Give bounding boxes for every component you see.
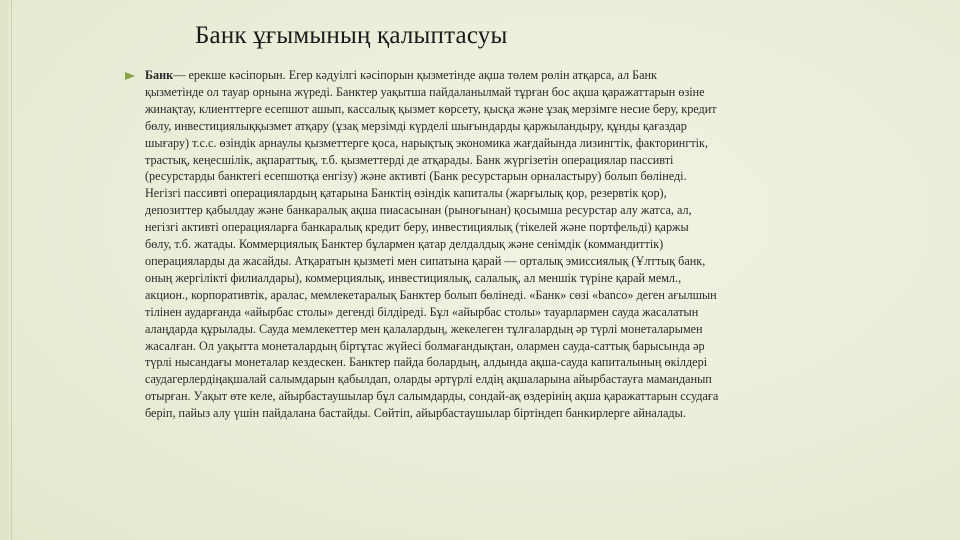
body-line: бөлу, инвестициялыққызмет атқару (ұзақ мерзімді күрделі шығындарды қаржыландыру, құнды қағаздар [145, 118, 687, 133]
left-accent-bar [0, 0, 8, 540]
body-line: депозиттер қабылдау және банкаралық ақша пиасасынан (рыноғынан) қосымша ресурстар алу жатса, ал, [145, 203, 692, 218]
body-line: тілінен аударғанда «айырбас столы» дегенді білдіреді. Бұл «айырбас столы» тауарлармен сауда жасалатын [145, 304, 699, 319]
body-line: алаңдарда құрылады. Сауда мемлекеттер мен қалалардың, жекелеген тұлғалардың әр түрлі монеталарымен [145, 321, 703, 336]
body-line: акцион., корпоративтік, аралас, мемлекетаралық Банктер болып бөлінеді. «Банк» сөзі «banco» деген ағылшын [145, 287, 717, 302]
body-line: түрлі нысандағы монеталар кездескен. Банктер пайда болардың, алдында ақша-сауда капиталының өкілдері [145, 355, 708, 370]
body-line: Негізгі пассивті операциялардың қатарына Банктің өзіндік капиталы (жарғылық қор, резервтік қор), [145, 186, 667, 201]
body-line: бөлу, т.б. жатады. Коммерциялық Банктер бұлармен қатар делдалдық және сенімдік (коммандиттік) [145, 237, 664, 252]
body-line: жасалған. Ол уақытта монеталардың біртұтас жүйесі болмағандықтан, олармен сауда-саттық барысында әр [145, 338, 705, 353]
body-line: (ресурстарды банктегі есепшотқа енгізу) және активті (Банк ресурстарын орналастыру) болып бөлінеді. [145, 169, 687, 184]
lead-term: Банк [145, 68, 174, 82]
body-line: отырған. Уақыт өте келе, айырбастаушылар бұл салымдарды, сондай-ақ өздерінің ақша қаражаттарын ссудаға [145, 389, 719, 404]
body-line: негізгі активті операцияларға банкаралық кредит беру, инвестициялық (тікелей және портфельді) қаржы [145, 220, 689, 235]
left-accent-line [11, 0, 12, 540]
body-line: операцияларды да жасайды. Атқаратын қызметі мен сипатына қарай — орталық эмиссиялық (Ұлттық банк, [145, 253, 706, 268]
body-line: жинақтау, клиенттерге есепшот ашып, кассалық қызмет көрсету, қысқа және ұзақ мерзімге несие беру, кредит [145, 101, 717, 116]
bullet-arrow-icon [125, 72, 135, 80]
body-line: оның жергілікті филиалдары), коммерциялық, инвестициялық, салалық, ал меншік түріне қарай мемл., [145, 270, 682, 285]
body-line: қызметінде ол тауар орнына жүреді. Банктер уақытша пайдаланылмай тұрған бос ақша қаражаттарын өзіне [145, 84, 705, 99]
slide-body [145, 67, 863, 422]
body-line: шығару) т.с.с. өзіндік арнаулы қызметтерге қоса, нарықтық экономика жағдайында лизингтік, факторингтік, [145, 135, 709, 150]
slide-title: Банк ұғымының қалыптасуы [195, 22, 508, 49]
body-line: беріп, пайыз алу үшін пайдалана бастайды. Сөйтіп, айырбастаушылар біртіндеп банкирлерге айналады. [145, 406, 686, 421]
body-line-1 [145, 67, 863, 84]
body-line: трастық, кеңесшілік, ақпараттық, т.б. қызметтерді де атқарады. Банк жүргізетін операциялар пассивті [145, 152, 674, 167]
body-line-1-text: — ерекше кәсіпорын. Егер кәдуілгі кәсіпорын қызметінде ақша төлем рөлін атқарса, ал Банк [173, 68, 657, 82]
body-line: саудагерлердіңақшалай салымдарын қабылдап, оларды әртүрлі елдің ақшаларына айырбастауға маманданып [145, 372, 712, 387]
